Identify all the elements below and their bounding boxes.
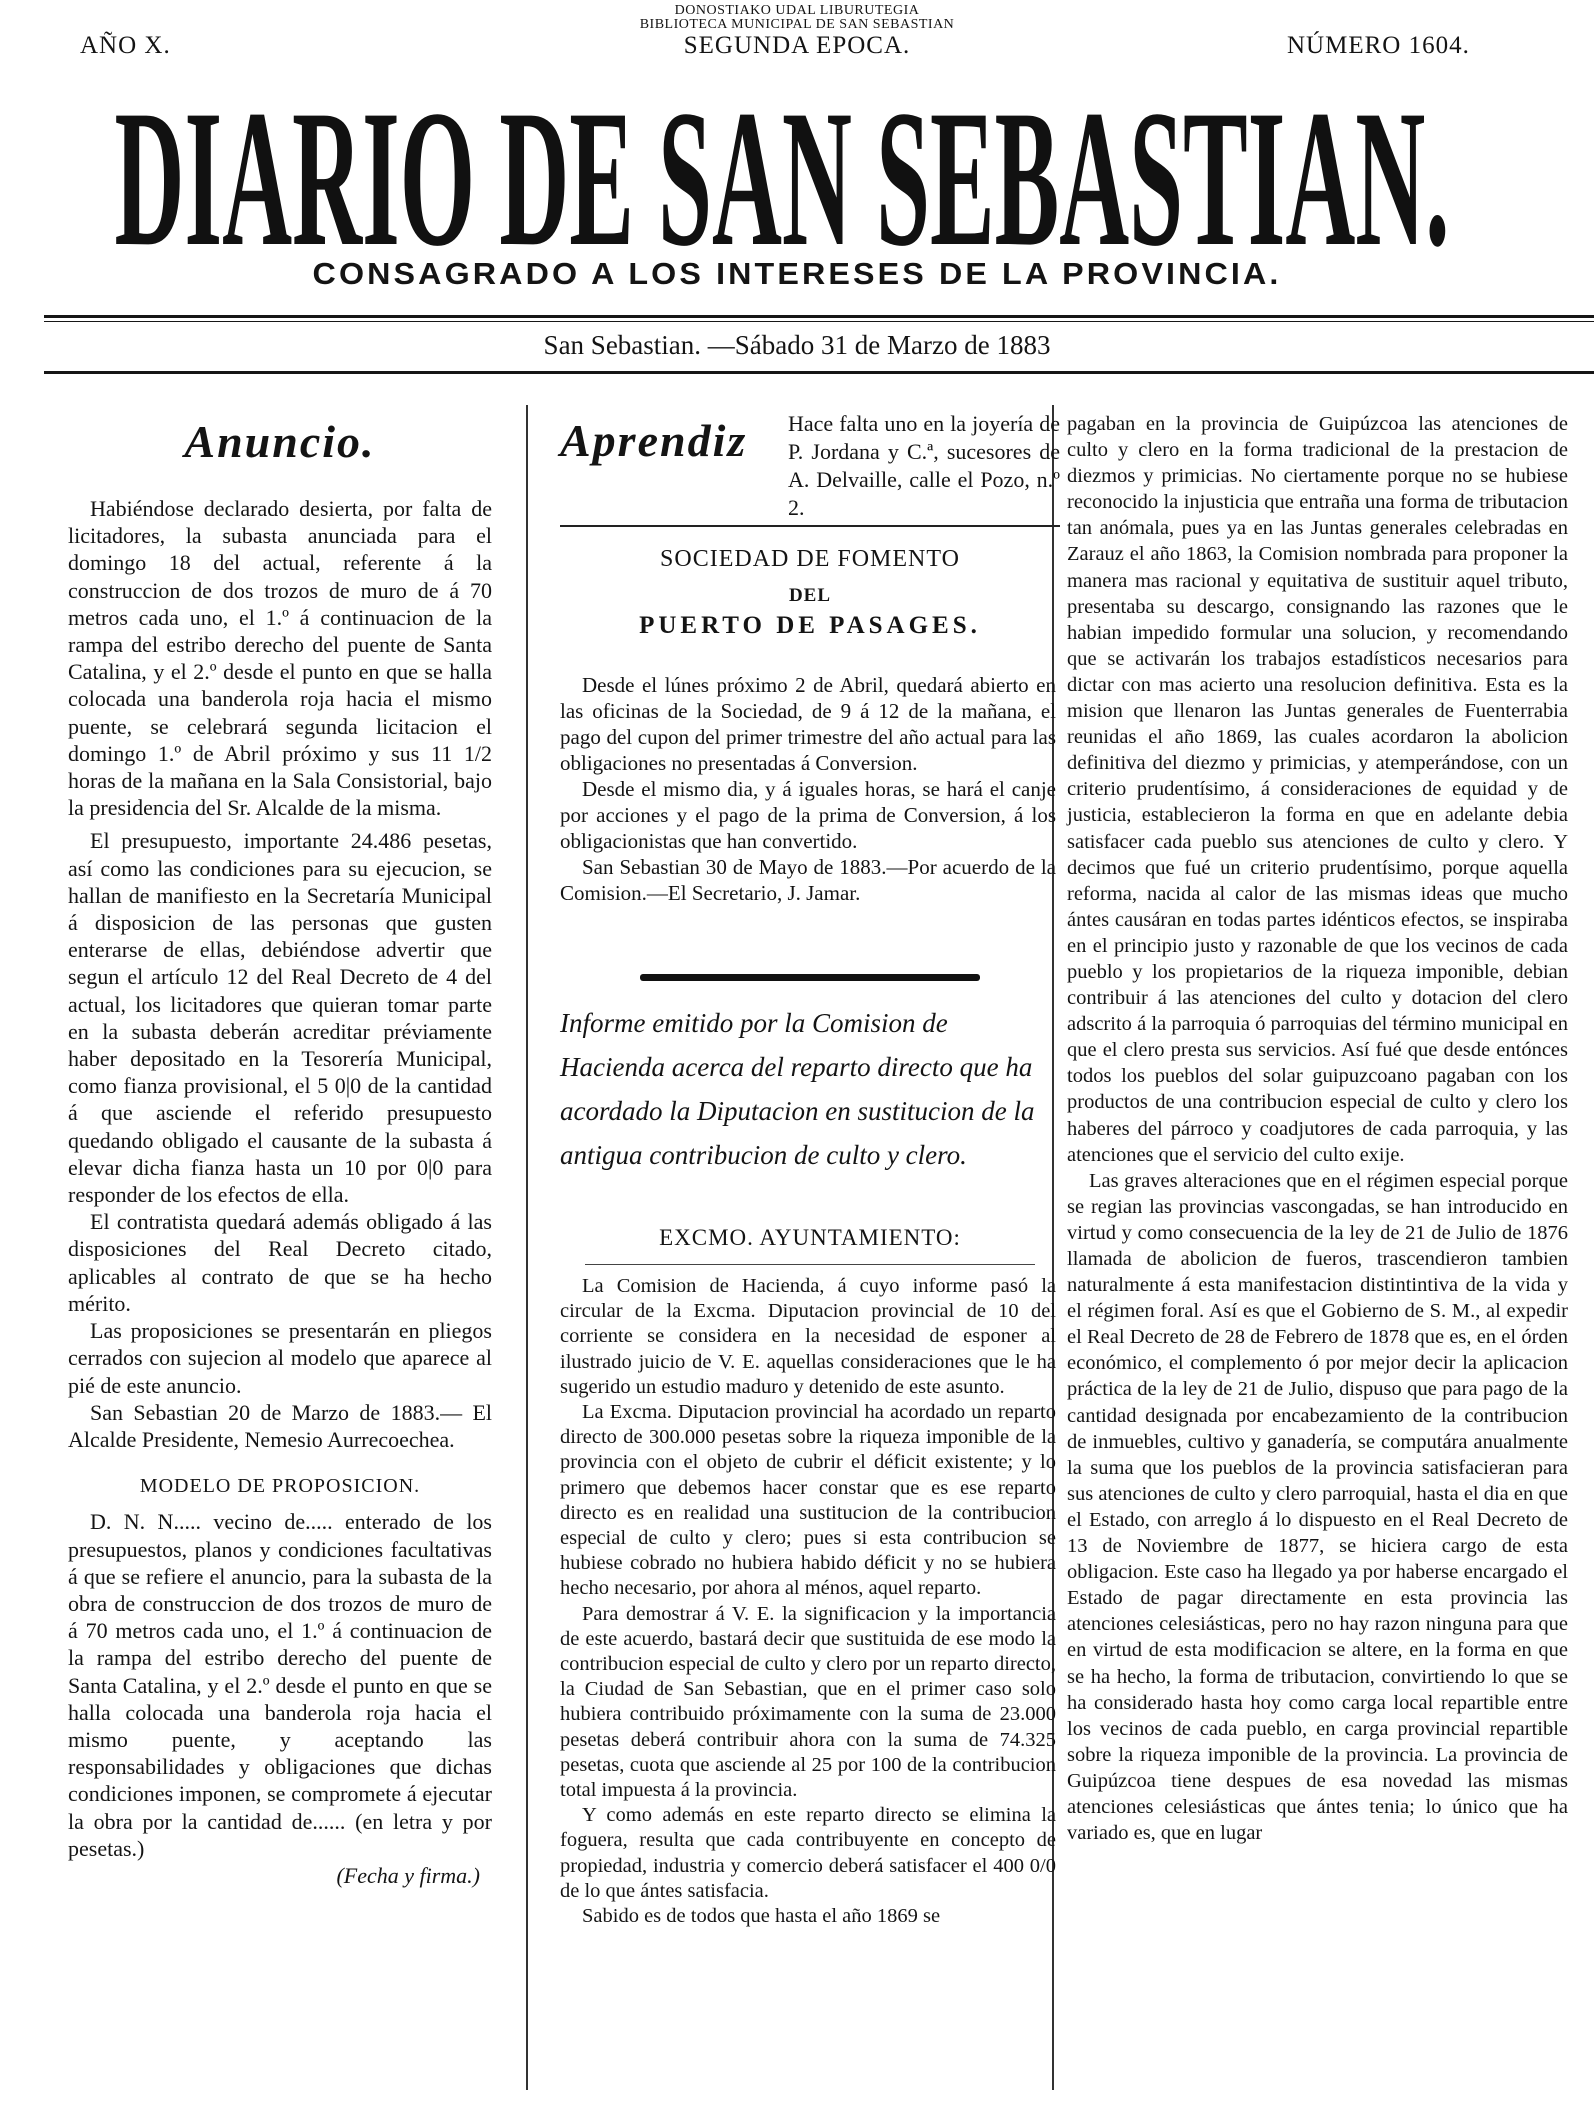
continuation-paragraph: Las graves alteraciones que en el régimen especial porque se regian las provincias vascongadas, se han introducido en virtud y como consecuencia de la ley de 21 de Julio de 1876 llamada de abolicion de fueros, trascendieron tambien naturalmente á esta manifestacion distintintiva de la vida y el régimen foral. Así es que el Gobierno de S. M., al expedir el Real Decreto de 28 de Febrero de 1878 que es, en el órden económico, el complemento ó por mejor decir la aplicacion práctica de la ley de 21 de Julio, dispuso que para pago de la cantidad designada por encabezamiento de la contribucion de inmuebles, cultivo y ganadería, se computára anualmente la suma que los pueblos de la provincia satisfacieran para sus atenciones de culto y clero parroquial, hasta el dia en que el Estado, con arreglo á lo dispuesto en el Real Decreto de 13 de Noviembre de 1877, se hiciera cargo de esta obligacion. Este caso ha llegado ya por haberse encargado el Estado de pagar directamente en esta provincia las atenciones celesiásticas, pero no hay razon ninguna para que en virtud de esta modificacion se altere, en la forma en que se ha hecho, la forma de tributacion, convirtiendo lo que se ha considerado hasta hoy como carga local repartible entre los vecinos de cada pueblo, en carga provincial repartible sobre la riqueza imponible de la provincia. La provincia de Guipúzcoa tiene despues de esa novedad las mismas atenciones celesiásticas que ántes tenia; lo único que ha variado es, que en lugar: [1067, 1169, 1568, 1845]
anuncio-paragraph: Las proposiciones se presentarán en pliegos cerrados con sujecion al modelo que aparece al pié de este anuncio.: [68, 1318, 492, 1398]
column-divider-1: [526, 405, 528, 2090]
aprendiz-heading: Aprendiz: [560, 415, 748, 466]
modelo-heading: MODELO DE PROPOSICION.: [139, 1475, 421, 1498]
informe-paragraph: La Excma. Diputacion provincial ha acordado un reparto directo de 300.000 pesetas sobre la riqueza imponible de la provincia con el objeto de cubrir el déficit existente; y lo primero que debemos hacer constar que es ese reparto directo es en realidad una sustitucion de la contribucion especial de culto y clero; pues si esta contribucion se hubiese cobrado no hubiera habido déficit y no se hubiera hecho necesario, por ahora al ménos, aquel reparto.: [560, 1401, 1056, 1600]
library-stamp: [0, 4, 1594, 32]
anuncio-heading: Anuncio.: [184, 416, 376, 467]
sociedad-paragraph: Desde el lúnes próximo 2 de Abril, quedará abierto en las oficinas de la Sociedad, de 9 á 12 de la mañana, el pago del cupon del primer trimestre del año actual para las obligaciones no presentadas á Conversion.: [560, 673, 1056, 775]
dateline: San Sebastian. —Sábado 31 de Marzo de 1883: [543, 330, 1051, 360]
anuncio-column: [68, 495, 492, 1889]
aprendiz-ad: [560, 410, 1060, 520]
ad-divider: [560, 525, 1060, 527]
masthead-subtitle: CONSAGRADO A LOS INTERESES DE LA PROVINCIA.: [312, 256, 1282, 291]
informe-body: [560, 1274, 1056, 1929]
year-label: AÑO X.: [80, 32, 171, 59]
masthead-title: DIARIO DE SAN SEBASTIAN.: [114, 92, 1450, 260]
continuation-column: [1067, 411, 1568, 1846]
informe-title: [560, 1001, 1056, 1177]
continuation-paragraph: pagaban en la provincia de Guipúzcoa las atenciones de culto y clero en la forma tradicional de la prestacion de diezmos y primicias. No ciertamente porque no se hubiese reconocido la injusticia que entraña una forma de tributacion tan anómala, pues ya en las Juntas generales celebradas en Zarauz el año 1863, la Comision nombrada para proponer la manera mas racional y equitativa de sustituir aquel tributo, presentaba su descargo, consignando las razones que le habian impedido formular una solucion, y recomendando que se activarán los trabajos estadísticos necesarios para dictar con mas acierto una resolucion definitiva. Esta es la mision que llenaron las Juntas generales de Fuenterrabia reunidas el año 1869, las cuales acordaron la abolicion definitiva del diezmo y primicias, y atemperándose, con un criterio prudentísimo, á consideraciones de equidad y de justicia, establecieron la forma en que en adelante debia satisfacer cada pueblo sus atenciones de culto y clero. Y decimos que fué un criterio prudentísimo, porque aquella reforma, nacida al calor de las mismas ideas que mucho ántes causáran en todas partes idénticos efectos, se inspiraba en el principio justo y razonable de que los vecinos de cada pueblo y los propietarios de la riqueza imponible, debian contribuir á las atenciones del culto y dotacion del clero adscrito á la parroquia ó parroquias del término municipal en que el clero presta sus servicios. Así fué que desde entónces todos los pueblos del solar guipuzcoano pagaban con los productos de una contribucion especial de culto y clero los haberes del párroco y coadjutores de cada parroquia, y las atenciones que el servicio del culto exije.: [1067, 413, 1568, 1166]
excmo-heading: EXCMO. AYUNTAMIENTO:: [659, 1225, 961, 1250]
sociedad-paragraph: San Sebastian 30 de Mayo de 1883.—Por acuerdo de la Comision.—El Secretario, J. Jamar.: [560, 855, 1056, 905]
informe-paragraph: Para demostrar á V. E. la significacion y la importancia de este acuerdo, bastará decir que sustituida de ese modo la contribucion especial de culto y clero por un reparto directo, la Ciudad de San Sebastian, que en el primer caso solo hubiera contribuido próximamente con la suma de 23.000 pesetas deberá contribuir ahora con la suma de 74.325 pesetas, cuota que asciende al 25 por 100 de la contribucion total impuesta á la provincia.: [560, 1602, 1056, 1802]
informe-paragraph: Y como además en este reparto directo se elimina la foguera, resulta que cada contribuyente en concepto de propiedad, industria y comercio deberá satisfacer el 400 0/0 de lo que ántes satisfacia.: [560, 1804, 1056, 1902]
anuncio-paragraph: El contratista quedará además obligado á las disposiciones del Real Decreto citado, aplicables al contrato de que se ha hecho mérito.: [68, 1209, 492, 1316]
informe-paragraph: La Comision de Hacienda, á cuyo informe pasó la circular de la Excma. Diputacion provincial de 10 del corriente se considera en la necesidad de esponer al ilustrado juicio de V. E. aquellas consideraciones que le ha sugerido un estudio maduro y detenido de este asunto.: [560, 1275, 1056, 1398]
sociedad-paragraph: Desde el mismo dia, y á iguales horas, se hará el canje por acciones y el pago de la prima de Conversion, á los obligacionistas que han convertido.: [560, 777, 1056, 853]
top-rule: [44, 315, 1594, 318]
ornamental-rule: [640, 974, 980, 981]
sociedad-notice: [560, 672, 1056, 906]
top-rule-thin: [44, 321, 1594, 322]
sociedad-port: PUERTO DE PASAGES.: [639, 612, 981, 639]
bottom-rule: [44, 371, 1594, 374]
library-stamp-line-2: BIBLIOTECA MUNICIPAL DE SAN SEBASTIAN: [639, 17, 955, 32]
sociedad-del: DEL: [788, 585, 832, 606]
epoch-label: SEGUNDA EPOCA.: [683, 32, 911, 59]
library-stamp-line-1: DONOSTIAKO UDAL LIBURUTEGIA: [674, 3, 920, 18]
aprendiz-text: Hace falta uno en la joyería de P. Jordana y C.ª, sucesores de A. Delvaille, calle el Pozo, n.º 2.: [788, 411, 1060, 520]
informe-title-text: Informe emitido por la Comision de Hacienda acerca del reparto directo que ha acordado la Diputacion en sustitucion de la antigua contribucion de culto y clero.: [560, 1008, 1035, 1170]
anuncio-paragraph: Habiéndose declarado desierta, por falta de licitadores, la subasta anunciada para el domingo 18 del actual, referente á la construccion de dos trozos de muro de á 70 metros cada uno, el 1.º á continuacion de la rampa del estribo derecho del puente de Santa Catalina, y el 2.º desde el punto en que se halla colocada una banderola roja hacia el mismo puente, se celebrará segunda licitacion el domingo 1.º de Abril próximo y sus 11 1/2 horas de la mañana en la Sala Consistorial, bajo la presidencia del Sr. Alcalde de la misma.: [68, 496, 492, 821]
sociedad-title: SOCIEDAD DE FOMENTO: [660, 546, 960, 572]
informe-paragraph: Sabido es de todos que hasta el año 1869 se: [582, 1905, 941, 1928]
masthead: [110, 92, 1455, 260]
masthead-graphic: [110, 92, 1455, 260]
anuncio-paragraph: El presupuesto, importante 24.486 pesetas, así como las condiciones para su ejecucion, se hallan de manifiesto en la Secretaría Municipal á disposicion de las personas que gusten enterarse de ellas, debiéndose advertir que segun el artículo 12 del Real Decreto de 4 del actual, los licitadores que quieran tomar parte en la subasta deberán acreditar préviamente haber depositado en la Tesorería Municipal, como fianza provisional, el 5 0|0 de la cantidad á que asciende el referido presupuesto quedando obligado el causante de la subasta á elevar dicha fianza hasta un 10 por 0|0 para responder de los efectos de ella.: [68, 828, 492, 1208]
anuncio-paragraph: San Sebastian 20 de Marzo de 1883.— El Alcalde Presidente, Nemesio Aurrecoechea.: [68, 1399, 492, 1452]
modelo-text: D. N. N..... vecino de..... enterado de los presupuestos, planos y condiciones facultativas á que se refiere el anuncio, para la subasta de la obra de construccion de dos trozos de muro de á 70 metros cada uno, el 1.º á continuacion de la rampa del estribo derecho del puente de Santa Catalina, y el 2.º desde el punto en que se halla colocada una banderola roja hacia el mismo puente, y aceptando las responsabilidades y obligaciones que dichas condiciones imponen, se compromete á ejecutar la obra por la cantidad de...... (en letra y por pesetas.): [68, 1509, 492, 1861]
issue-number: NÚMERO 1604.: [1287, 32, 1470, 59]
signature-line: (Fecha y firma.): [336, 1862, 480, 1888]
excmo-rule: [585, 1264, 1035, 1265]
